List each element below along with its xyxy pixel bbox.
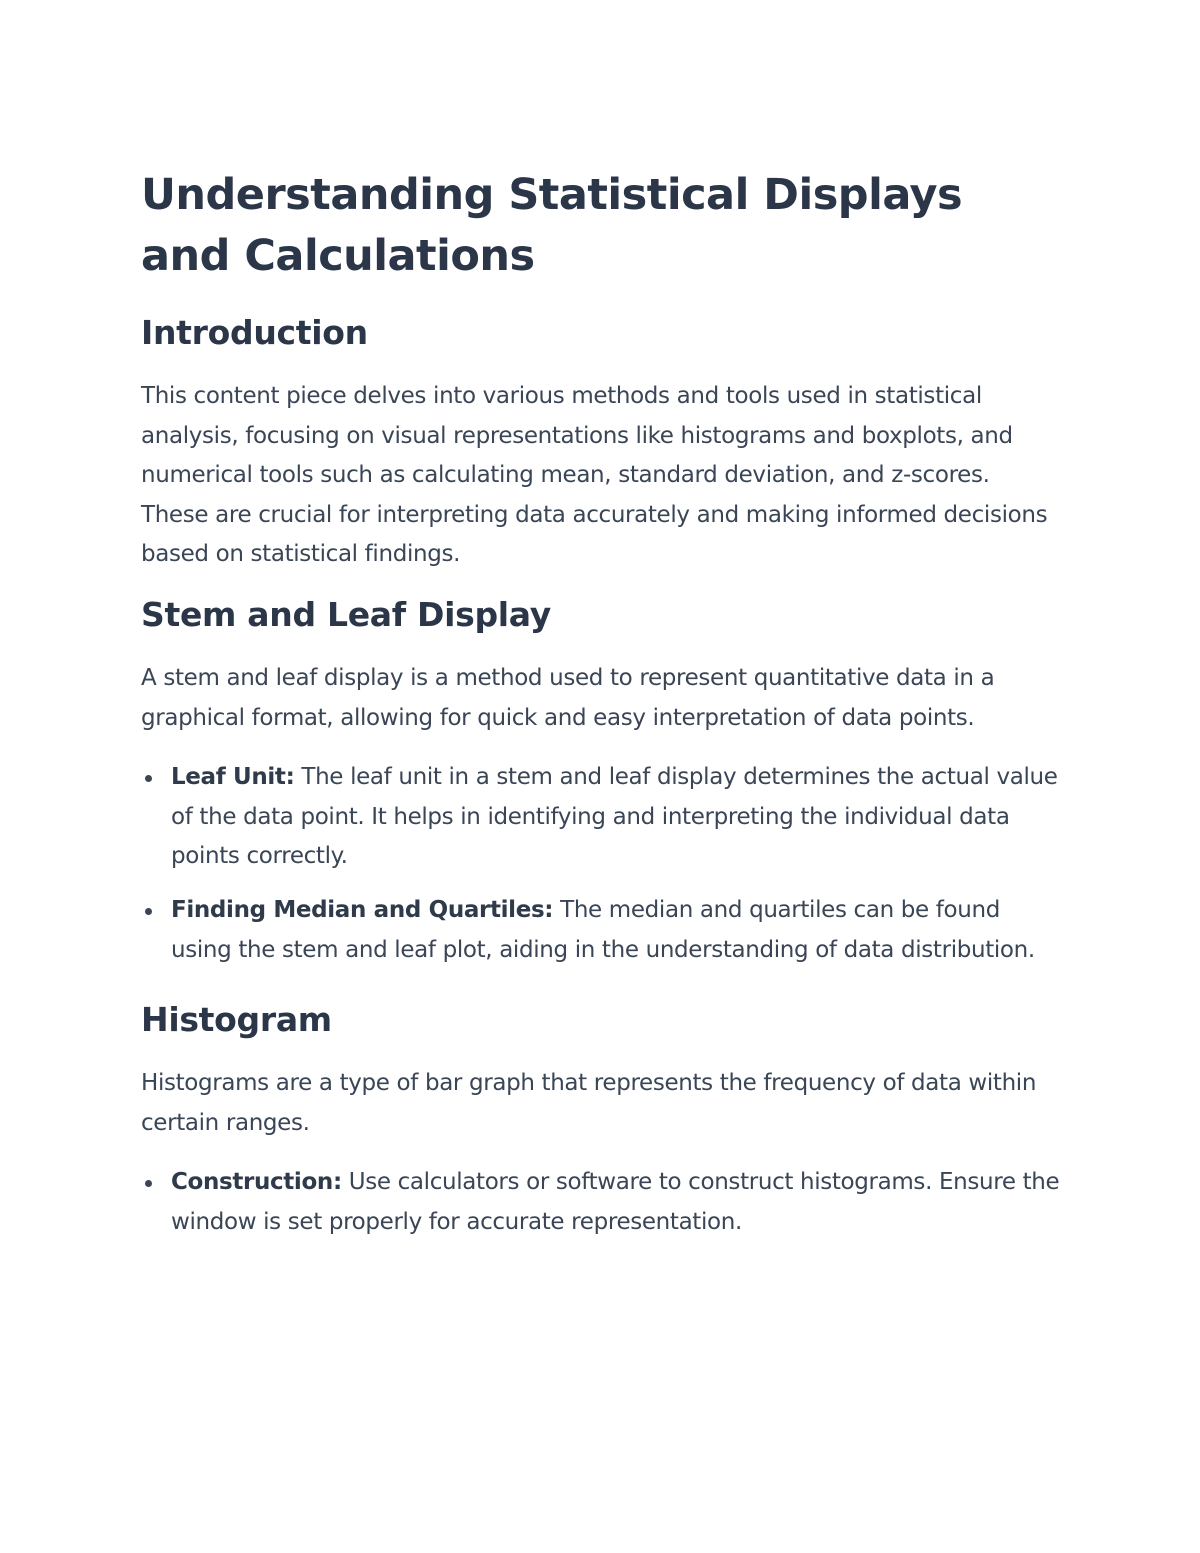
- list-item-term: Leaf Unit:: [171, 764, 295, 791]
- histogram-paragraph: Histograms are a type of bar graph that represents the frequency of data within certain ranges.: [141, 1070, 1037, 1136]
- list-item: [141, 891, 1061, 970]
- stem-and-leaf-paragraph: A stem and leaf display is a method used to represent quantitative data in a graphical format, allowing for quick and easy interpretation of data points.: [141, 664, 995, 731]
- list-item-text: The leaf unit in a stem and leaf display determines the actual value of the data point. It helps in identifying and interpreting the individual data points correctly.: [171, 764, 1058, 870]
- stem-and-leaf-list: [141, 758, 1061, 970]
- list-item-term: Finding Median and Quartiles:: [171, 896, 554, 923]
- bullet-icon: [145, 775, 152, 782]
- list-item: [141, 1163, 1061, 1242]
- list-item-term: Construction:: [171, 1169, 342, 1196]
- list-item: [141, 758, 1061, 877]
- section-heading-histogram: Histogram: [141, 1000, 332, 1040]
- histogram-list: [141, 1163, 1061, 1242]
- document-page: [141, 165, 1061, 1273]
- introduction-paragraph: This content piece delves into various methods and tools used in statistical analysis, focusing on visual representations like histograms and boxplots, and numerical tools such as calculating mean, standard deviation, and z-scores. These are crucial for interpreting data accurately and making informed decisions based on statistical findings.: [141, 383, 1048, 568]
- document-title: Understanding Statistical Displays and Calculations: [141, 170, 963, 281]
- list-item-text: Use calculators or software to construct histograms. Ensure the window is set properly for accurate representation.: [171, 1169, 1060, 1235]
- section-heading-introduction: Introduction: [141, 313, 368, 352]
- list-item-text: The median and quartiles can be found using the stem and leaf plot, aiding in the understanding of data distribution.: [171, 896, 1035, 963]
- bullet-icon: [145, 1180, 152, 1187]
- bullet-icon: [145, 908, 152, 915]
- section-heading-stem-and-leaf: Stem and Leaf Display: [141, 594, 551, 634]
